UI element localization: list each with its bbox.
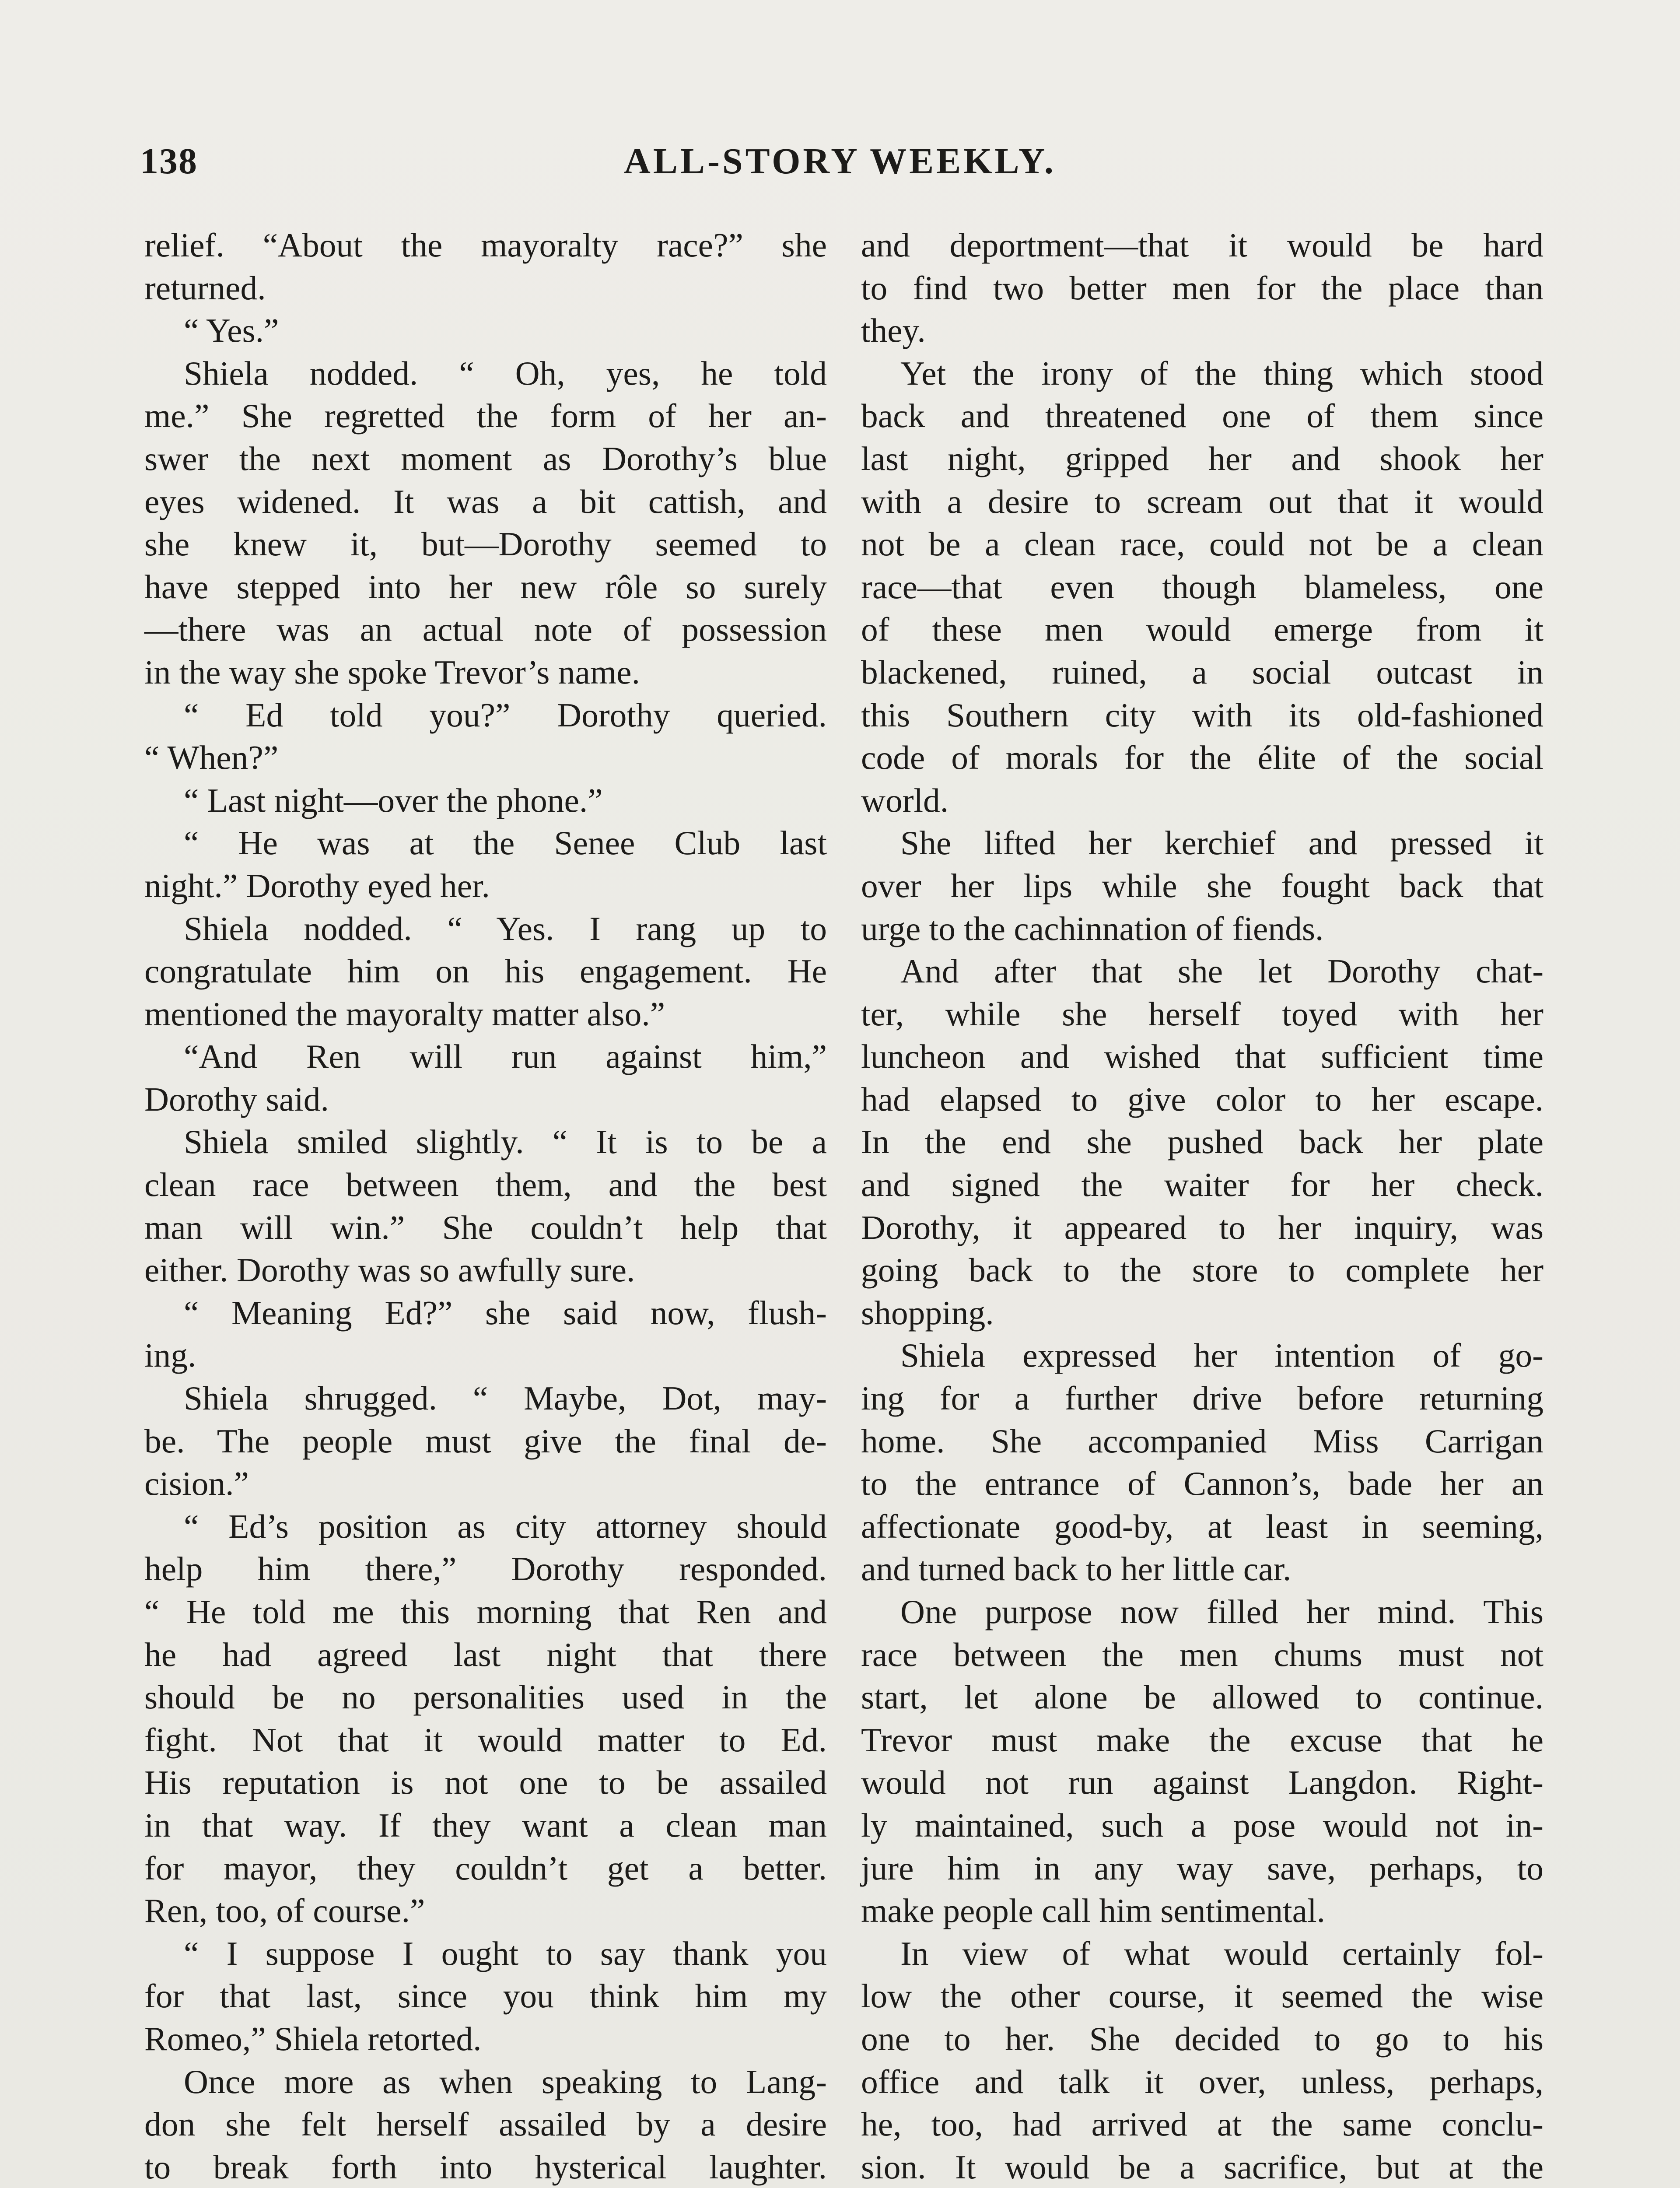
text-line: of these men would emerge from it (861, 610, 1544, 649)
running-head: ALL-STORY WEEKLY. (624, 141, 1056, 182)
text-line: race—that even though blameless, one (861, 568, 1544, 606)
text-line: office and talk it over, unless, perhaps, (861, 2062, 1544, 2100)
text-line: ing for a further drive before returning (861, 1379, 1544, 1417)
text-line: they. (861, 312, 926, 350)
text-line: Yet the irony of the thing which stood (900, 354, 1544, 392)
text-line: had elapsed to give color to her escape. (861, 1080, 1544, 1118)
text-line: code of morals for the élite of the social (861, 739, 1544, 777)
text-line: “ Ed told you?” Dorothy queried. (184, 696, 827, 734)
text-line: me.” She regretted the form of her an- (144, 397, 827, 435)
text-line: don she felt herself assailed by a desire (144, 2105, 827, 2143)
text-line: Dorothy said. (144, 1080, 329, 1118)
text-line: mentioned the mayoralty matter also.” (144, 995, 665, 1033)
text-line: “ Ed’s position as city attorney should (184, 1507, 827, 1545)
text-line: she knew it, but—Dorothy seemed to (144, 525, 827, 563)
text-line: this Southern city with its old-fashioned (861, 696, 1544, 734)
text-line: relief. “About the mayoralty race?” she (144, 226, 827, 264)
right-text-column (861, 224, 1544, 2188)
text-line: back and threatened one of them since (861, 397, 1544, 435)
text-line: Trevor must make the excuse that he (861, 1721, 1544, 1759)
text-line: Shiela shrugged. “ Maybe, Dot, may- (184, 1379, 827, 1417)
text-line: either. Dorothy was so awfully sure. (144, 1251, 635, 1289)
text-line: Once more as when speaking to Lang- (184, 2062, 827, 2100)
text-line: and deportment—that it would be hard (861, 226, 1544, 264)
text-line: Shiela nodded. “ Oh, yes, he told (184, 354, 827, 392)
text-line: ter, while she herself toyed with her (861, 995, 1544, 1033)
text-line: affectionate good-by, at least in seeming, (861, 1507, 1544, 1545)
text-line: clean race between them, and the best (144, 1166, 827, 1204)
text-line: be. The people must give the final de- (144, 1422, 827, 1460)
text-line: one to her. She decided to go to his (861, 2020, 1544, 2058)
text-line: home. She accompanied Miss Carrigan (861, 1422, 1544, 1460)
text-line: “And Ren will run against him,” (184, 1038, 827, 1076)
text-line: ly maintained, such a pose would not in- (861, 1806, 1544, 1844)
text-line: he, too, had arrived at the same conclu- (861, 2105, 1544, 2143)
text-line: start, let alone be allowed to continue. (861, 1678, 1544, 1716)
text-line: have stepped into her new rôle so surely (144, 568, 827, 606)
text-line: man will win.” She couldn’t help that (144, 1208, 827, 1246)
text-line: low the other course, it seemed the wise (861, 1977, 1544, 2015)
text-line: and turned back to her little car. (861, 1550, 1292, 1588)
text-line: with a desire to scream out that it would (861, 482, 1544, 520)
text-line: returned. (144, 269, 266, 307)
text-line: help him there,” Dorothy responded. (144, 1550, 827, 1588)
text-line: In view of what would certainly fol- (900, 1934, 1544, 1972)
text-line: “ Meaning Ed?” she said now, flush- (184, 1294, 827, 1332)
text-line: “ He was at the Senee Club last (184, 824, 827, 862)
text-line: In the end she pushed back her plate (861, 1123, 1544, 1161)
text-line: cision.” (144, 1465, 249, 1503)
text-line: “ When?” (144, 739, 279, 777)
text-line: Shiela expressed her intention of go- (900, 1336, 1544, 1375)
text-line: to break forth into hysterical laughter. (144, 2148, 827, 2186)
text-line: “ He told me this morning that Ren and (144, 1593, 827, 1630)
text-line: night.” Dorothy eyed her. (144, 866, 490, 905)
text-line: would not run against Langdon. Right- (861, 1764, 1544, 1802)
left-text-column (144, 224, 827, 2188)
text-line: And after that she let Dorothy chat- (900, 952, 1544, 990)
text-line: to find two better men for the place than (861, 269, 1544, 307)
text-line: race between the men chums must not (861, 1635, 1544, 1673)
text-line: for mayor, they couldn’t get a better. (144, 1849, 827, 1887)
text-line: Romeo,” Shiela retorted. (144, 2020, 482, 2058)
text-line: not be a clean race, could not be a clean (861, 525, 1544, 563)
text-line: make people call him sentimental. (861, 1892, 1325, 1930)
text-line: in the way she spoke Trevor’s name. (144, 653, 640, 691)
text-line: —there was an actual note of possession (144, 610, 827, 649)
text-line: ing. (144, 1336, 196, 1375)
text-line: eyes widened. It was a bit cattish, and (144, 482, 827, 520)
text-line: “ Last night—over the phone.” (184, 781, 603, 819)
text-line: swer the next moment as Dorothy’s blue (144, 439, 827, 477)
text-line: in that way. If they want a clean man (144, 1806, 827, 1844)
text-line: His reputation is not one to be assailed (144, 1764, 827, 1802)
text-line: “ Yes.” (184, 312, 279, 350)
text-line: luncheon and wished that sufficient time (861, 1038, 1544, 1076)
text-line: She lifted her kerchief and pressed it (900, 824, 1544, 862)
text-line: Shiela nodded. “ Yes. I rang up to (184, 909, 827, 947)
page-number: 138 (140, 141, 198, 182)
text-line: sion. It would be a sacrifice, but at the (861, 2148, 1544, 2186)
text-line: world. (861, 781, 949, 819)
text-line: congratulate him on his engagement. He (144, 952, 827, 990)
text-line: to the entrance of Cannon’s, bade her an (861, 1465, 1544, 1503)
text-line: urge to the cachinnation of fiends. (861, 909, 1324, 947)
text-line: shopping. (861, 1294, 994, 1332)
page-header (140, 140, 1540, 197)
text-line: should be no personalities used in the (144, 1678, 827, 1716)
text-line: last night, gripped her and shook her (861, 439, 1544, 477)
text-line: fight. Not that it would matter to Ed. (144, 1721, 827, 1759)
text-line: Dorothy, it appeared to her inquiry, was (861, 1208, 1544, 1246)
text-line: “ I suppose I ought to say thank you (184, 1934, 827, 1972)
text-line: going back to the store to complete her (861, 1251, 1544, 1289)
text-line: Shiela smiled slightly. “ It is to be a (184, 1123, 827, 1161)
text-line: and signed the waiter for her check. (861, 1166, 1544, 1204)
text-line: Ren, too, of course.” (144, 1892, 425, 1930)
text-line: blackened, ruined, a social outcast in (861, 653, 1544, 691)
text-line: jure him in any way save, perhaps, to (861, 1849, 1544, 1887)
text-line: he had agreed last night that there (144, 1635, 827, 1673)
text-line: over her lips while she fought back that (861, 866, 1544, 905)
text-line: for that last, since you think him my (144, 1977, 827, 2015)
text-line: One purpose now filled her mind. This (900, 1593, 1544, 1630)
